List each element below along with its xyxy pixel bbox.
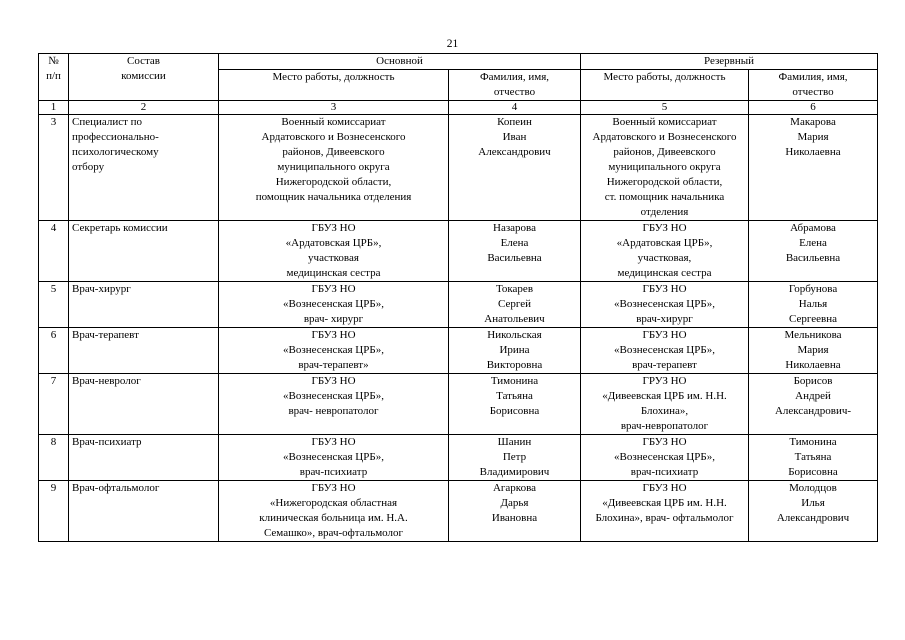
row-reserve-name: Мельникова Мария Николаевна [749,328,878,374]
row-main-name: Агаркова Дарья Ивановна [449,481,581,542]
row-reserve-workplace: ГБУЗ НО «Вознесенская ЦРБ», врач-хирург [581,282,749,328]
header-composition: Состав комиссии [69,54,219,101]
table-row [39,481,878,542]
header-reserve-name: Фамилия, имя, отчество [749,70,878,101]
header-reserve-group: Резервный [581,54,878,70]
row-num: 8 [39,435,69,481]
row-reserve-name: Горбунова Налья Сергеевна [749,282,878,328]
row-num: 5 [39,282,69,328]
row-main-workplace: Военный комиссариат Ардатовского и Вознесенского районов, Дивеевского муниципального округа Нижегородской области, помощник начальника отделения [219,115,449,221]
row-main-name: Шанин Петр Владимирович [449,435,581,481]
row-reserve-name: Борисов Андрей Александрович- [749,374,878,435]
row-reserve-name: Абрамова Елена Васильевна [749,221,878,282]
header-num: № п/п [39,54,69,101]
table-row [39,328,878,374]
row-num: 9 [39,481,69,542]
row-reserve-workplace: ГБУЗ НО «Вознесенская ЦРБ», врач-терапевт [581,328,749,374]
row-main-workplace: ГБУЗ НО «Ардатовская ЦРБ», участковая медицинская сестра [219,221,449,282]
row-main-name: Никольская Ирина Викторовна [449,328,581,374]
row-composition: Врач-психиатр [69,435,219,481]
table-row [39,282,878,328]
row-reserve-workplace: ГБУЗ НО «Дивеевская ЦРБ им. Н.Н. Блохина», врач- офтальмолог [581,481,749,542]
table-row [39,115,878,221]
header-row-1 [39,54,878,70]
table-row [39,221,878,282]
row-num: 3 [39,115,69,221]
row-num: 4 [39,221,69,282]
row-composition: Врач-невролог [69,374,219,435]
row-num: 7 [39,374,69,435]
row-composition: Врач-хирург [69,282,219,328]
row-composition: Секретарь комиссии [69,221,219,282]
row-num: 6 [39,328,69,374]
row-main-workplace: ГБУЗ НО «Вознесенская ЦРБ», врач-терапевт» [219,328,449,374]
header-reserve-workplace: Место работы, должность [581,70,749,101]
column-numbers-row [39,101,878,115]
row-reserve-workplace: ГРУЗ НО «Дивеевская ЦРБ им. Н.Н. Блохина», врач-невропатолог [581,374,749,435]
table-row [39,435,878,481]
row-main-workplace: ГБУЗ НО «Вознесенская ЦРБ», врач- невропатолог [219,374,449,435]
row-composition: Врач-терапевт [69,328,219,374]
column-number: 5 [581,101,749,115]
row-main-name: Токарев Сергей Анатольевич [449,282,581,328]
row-main-workplace: ГБУЗ НО «Нижегородская областная клиническая больница им. Н.А. Семашко», врач-офтальмолог [219,481,449,542]
header-main-name: Фамилия, имя, отчество [449,70,581,101]
row-main-workplace: ГБУЗ НО «Вознесенская ЦРБ», врач-психиатр [219,435,449,481]
row-reserve-workplace: ГБУЗ НО «Ардатовская ЦРБ», участковая, медицинская сестра [581,221,749,282]
column-number: 2 [69,101,219,115]
row-composition: Специалист по профессионально- психологическому отбору [69,115,219,221]
table-row [39,374,878,435]
row-main-workplace: ГБУЗ НО «Вознесенская ЦРБ», врач- хирург [219,282,449,328]
row-main-name: Тимонина Татьяна Борисовна [449,374,581,435]
row-reserve-name: Тимонина Татьяна Борисовна [749,435,878,481]
column-number: 1 [39,101,69,115]
row-main-name: Назарова Елена Васильевна [449,221,581,282]
column-number: 4 [449,101,581,115]
row-reserve-workplace: Военный комиссариат Ардатовского и Вознесенского районов, Дивеевского муниципального округа Нижегородской области, ст. помощник начальника отделения [581,115,749,221]
row-reserve-workplace: ГБУЗ НО «Вознесенская ЦРБ», врач-психиатр [581,435,749,481]
row-reserve-name: Макарова Мария Николаевна [749,115,878,221]
commission-table [38,53,878,542]
column-number: 3 [219,101,449,115]
row-main-name: Копеин Иван Александрович [449,115,581,221]
page-number: 21 [446,38,459,50]
header-main-group: Основной [219,54,581,70]
column-number: 6 [749,101,878,115]
row-composition: Врач-офтальмолог [69,481,219,542]
header-main-workplace: Место работы, должность [219,70,449,101]
row-reserve-name: Молодцов Илья Александрович [749,481,878,542]
